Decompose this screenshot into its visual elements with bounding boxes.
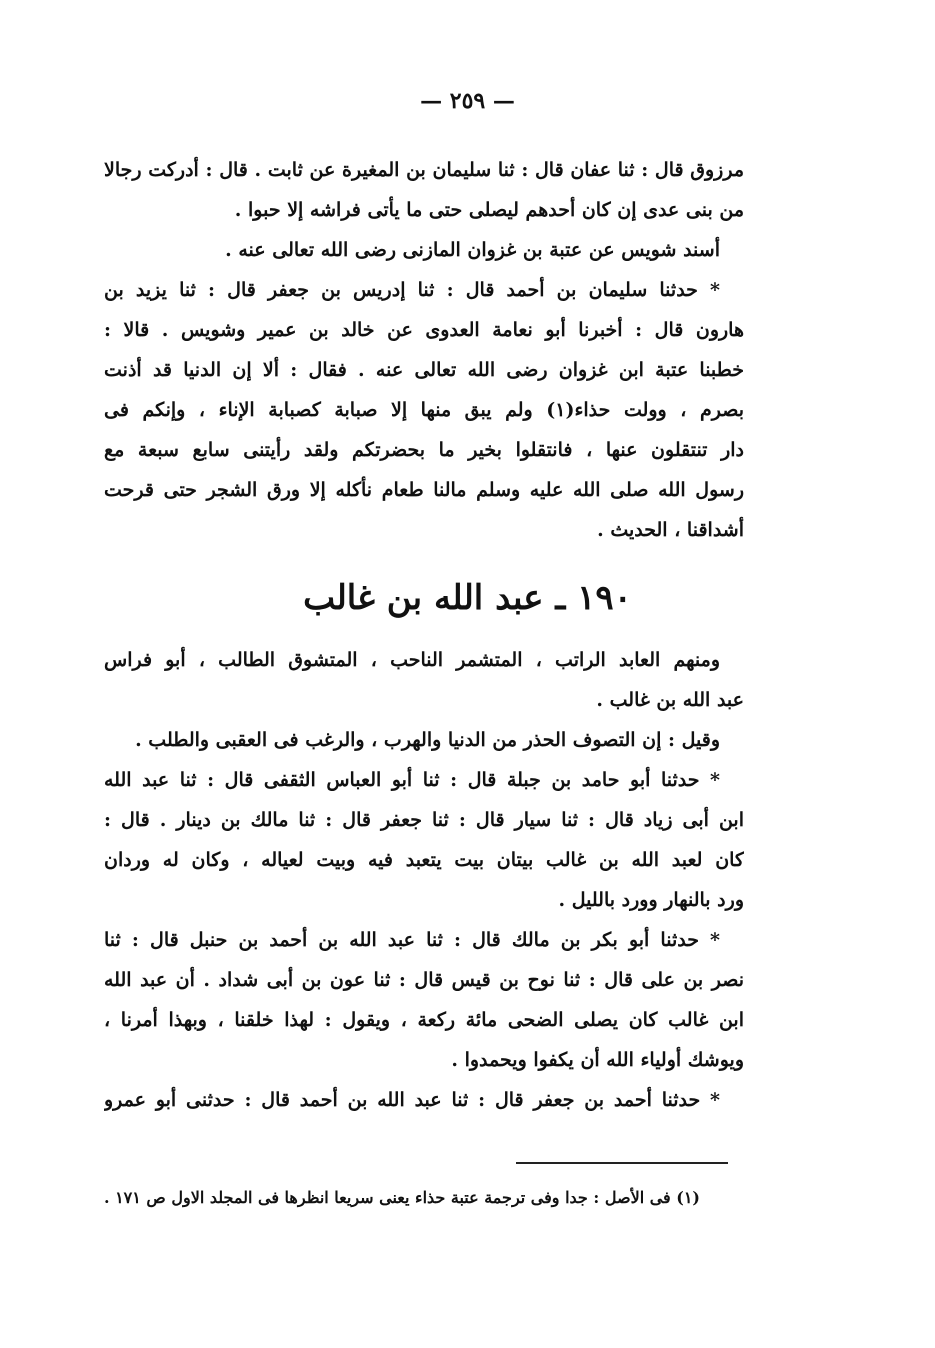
text-line: * حدثنا أحمد بن جعفر قال : ثنا عبد الله بن أحمد قال : حدثنى أبو عمرو <box>104 1089 720 1111</box>
footnote: (١) فى الأصل : جدا وفى ترجمة عتبة حذاء يعنى سريعا انظرها فى المجلد الاول ص ١٧١ . <box>103 1188 700 1207</box>
text-line: كان لعبد الله بن غالب بيتان بيت يتعبد فيه وبيت لعياله ، وكان له وردان <box>104 849 744 871</box>
text-line: وقيل : إن التصوف الحذر من الدنيا والهرب ، والرغب فى العقبى والطلب . <box>135 729 720 751</box>
text-line: أسند شويس عن عتبة بن غزوان المازنى رضى الله تعالى عنه . <box>225 239 720 261</box>
text-line: أشداقنا ، الحديث . <box>597 519 744 541</box>
text-line: * حدثنا أبو حامد بن جبلة قال : ثنا أبو العباس الثقفى قال : ثنا عبد الله <box>104 769 720 791</box>
text-line: دار تنتقلون عنها ، فانتقلوا بخير ما بحضرتكم ولقد رأيتنى سابع سبعة مع <box>104 439 744 461</box>
page-number: — ٢٥٩ — <box>420 88 515 114</box>
paragraph-block-top <box>104 150 744 550</box>
paragraph-block-bottom <box>104 640 744 1120</box>
text-line: رسول الله صلى الله عليه وسلم مالنا طعام نأكله إلا ورق الشجر حتى قرحت <box>104 479 744 501</box>
text-line: مرزوق قال : ثنا عفان قال : ثنا سليمان بن المغيرة عن ثابت . قال : أدركت رجالا <box>104 159 744 181</box>
text-line: ويوشك أولياء الله أن يكفوا ويحمدوا . <box>451 1049 744 1071</box>
text-line: ورد بالنهار وورد بالليل . <box>558 889 744 911</box>
text-line: بصرم ، وولت حذاء(١) ولم يبق منها إلا صبابة كصبابة الإناء ، وإنكم فى <box>104 399 744 421</box>
text-line: ومنهم العابد الراتب ، المتشمر الناحب ، المتشوق الطالب ، أبو فراس <box>104 649 720 671</box>
section-heading: ١٩٠ ـ عبد الله بن غالب <box>303 578 632 618</box>
text-line: هارون قال : أخبرنا أبو نعامة العدوى عن خالد بن عمير وشويس . قالا : <box>104 319 744 341</box>
text-line: * حدثنا أبو بكر بن مالك قال : ثنا عبد الله بن أحمد بن حنبل قال : ثنا <box>104 929 720 951</box>
text-line: نصر بن على قال : ثنا نوح بن قيس قال : ثنا عون بن أبى شداد . أن عبد الله <box>104 969 744 991</box>
text-line: * حدثنا سليمان بن أحمد قال : ثنا إدريس بن جعفر قال : ثنا يزيد بن <box>104 279 720 301</box>
text-line: من بنى عدى إن كان أحدهم ليصلى حتى ما يأتى فراشه إلا حبوا . <box>234 199 744 221</box>
text-line: عبد الله بن غالب . <box>596 689 744 711</box>
text-line: خطبنا عتبة ابن غزوان رضى الله تعالى عنه . فقال : ألا إن الدنيا قد أذنت <box>104 359 744 381</box>
text-line: ابن غالب كان يصلى الضحى مائة ركعة ، ويقول : لهذا خلقنا ، وبهذا أمرنا ، <box>104 1009 744 1031</box>
footnote-divider <box>516 1162 728 1164</box>
text-line: ابن أبى زياد قال : ثنا سيار قال : ثنا جعفر قال : ثنا مالك بن دينار . قال : <box>104 809 744 831</box>
